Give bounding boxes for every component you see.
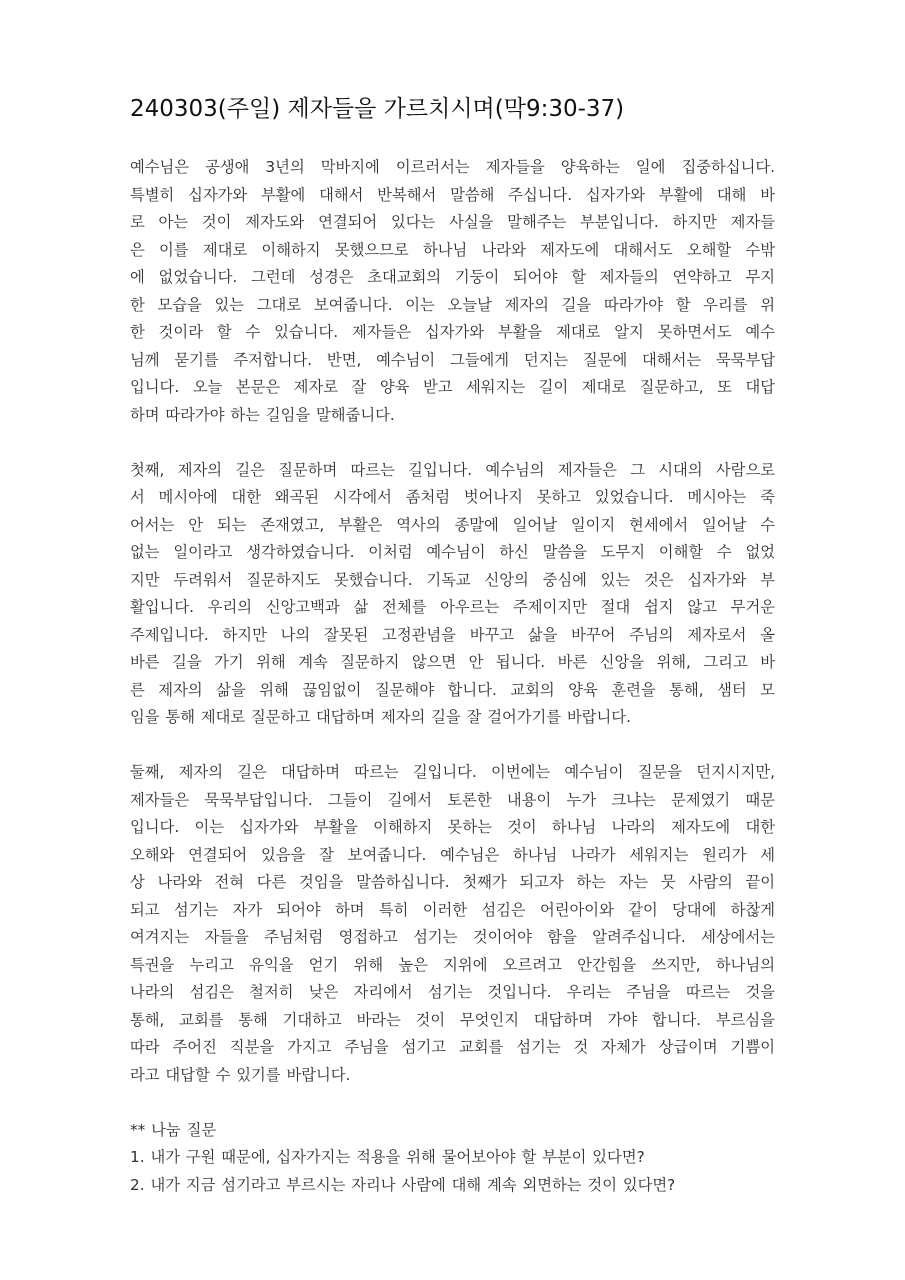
paragraph-first-point <box>130 457 775 732</box>
text-line: 은 이를 제대로 이해하지 못했으므로 하나님 나라와 제자도에 대해서도 오해할 수밖 <box>130 240 775 259</box>
text-line: 없는 일이라고 생각하였습니다. 이처럼 예수님이 하신 말씀을 도무지 이해할 수 없었 <box>130 543 775 561</box>
text-line: 오해와 연결되어 있음을 잘 보여줍니다. 예수님은 하나님 나라가 세워지는 원리가 세 <box>130 845 775 864</box>
paragraph-spacer <box>130 1089 775 1117</box>
text-line: 한 것이라 할 수 있습니다. 제자들은 십자가와 부활을 제대로 알지 못하면서도 예수 <box>130 323 775 341</box>
text-line: 바른 길을 가기 위해 계속 질문하지 않으면 안 됩니다. 바른 신앙을 위해, 그리고 바 <box>130 653 775 671</box>
document-body <box>130 154 775 1199</box>
sharing-questions <box>130 1117 775 1200</box>
text-line: 어서는 안 되는 존재였고, 부활은 역사의 종말에 일어날 일이지 현세에서 일어날 수 <box>130 515 775 534</box>
text-line: 따라 주어진 직분을 가지고 주님을 섬기고 교회를 섬기는 것 자체가 상급이며 기쁨이 <box>130 1038 775 1056</box>
text-line: 에 없었습니다. 그런데 성경은 초대교회의 기둥이 되어야 할 제자들의 연약하고 무지 <box>130 268 775 286</box>
text-line: 예수님은 공생애 3년의 막바지에 이르러서는 제자들을 양육하는 일에 집중하십니다. <box>130 158 775 176</box>
sharing-questions-heading: ** 나눔 질문 <box>130 1120 217 1139</box>
text-line: 특권을 누리고 유익을 얻기 위해 높은 지위에 오르려고 안간힘을 쓰지만, 하나님의 <box>130 955 775 974</box>
text-line: 라고 대답할 수 있기를 바랍니다. <box>130 1065 351 1084</box>
text-line: 특별히 십자가와 부활에 대해서 반복해서 말씀해 주십니다. 십자가와 부활에 대해 바 <box>130 185 775 204</box>
text-line: 입니다. 이는 십자가와 부활을 이해하지 못하는 것이 하나님 나라의 제자도에 대한 <box>130 818 775 836</box>
paragraph-spacer <box>130 429 775 457</box>
text-line: 제자들은 묵묵부답입니다. 그들이 길에서 토론한 내용이 누가 크냐는 문제였기 때문 <box>130 790 775 809</box>
paragraph-spacer <box>130 732 775 760</box>
text-line: 주제입니다. 하지만 나의 잘못된 고정관념을 바꾸고 삶을 바꾸어 주님의 제자로서 올 <box>130 625 775 644</box>
text-line: 한 모습을 있는 그대로 보여줍니다. 이는 오늘날 제자의 길을 따라가야 할 우리를 위 <box>130 295 775 314</box>
text-line: 른 제자의 삶을 위해 끊임없이 질문해야 합니다. 교회의 양육 훈련을 통해, 샘터 모 <box>130 680 775 699</box>
text-line: 첫째, 제자의 길은 질문하며 따르는 길입니다. 예수님의 제자들은 그 시대의 사람으로 <box>130 460 775 479</box>
text-line: 나라의 섬김은 철저히 낮은 자리에서 섬기는 것입니다. 우리는 주님을 따르는 것을 <box>130 983 775 1001</box>
text-line: 하며 따라가야 하는 길임을 말해줍니다. <box>130 405 395 424</box>
text-line: 상 나라와 전혀 다른 것임을 말씀하십니다. 첫째가 되고자 하는 자는 뭇 사람의 끝이 <box>130 873 775 891</box>
text-line: 되고 섬기는 자가 되어야 하며 특히 이러한 섬김은 어린아이와 같이 당대에 하찮게 <box>130 900 775 919</box>
text-line: 활입니다. 우리의 신앙고백과 삶 전체를 아우르는 주제이지만 절대 쉽지 않고 무거운 <box>130 598 775 616</box>
text-line: 둘째, 제자의 길은 대답하며 따르는 길입니다. 이번에는 예수님이 질문을 던지시지만, <box>130 763 775 781</box>
paragraph-intro <box>130 154 775 429</box>
text-line: 님께 묻기를 주저합니다. 반면, 예수님이 그들에게 던지는 질문에 대해서는 묵묵부답 <box>130 350 775 369</box>
text-line: 지만 두려워서 질문하지도 못했습니다. 기독교 신앙의 중심에 있는 것은 십자가와 부 <box>130 570 775 589</box>
text-line: 로 아는 것이 제자도와 연결되어 있다는 사실을 말해주는 부분입니다. 하지만 제자들 <box>130 213 775 231</box>
text-line: 임을 통해 제대로 질문하고 대답하며 제자의 길을 잘 걸어가기를 바랍니다. <box>130 708 631 726</box>
sharing-question-item: 1. 내가 구원 때문에, 십자가지는 적용을 위해 물어보아야 할 부분이 있다면? <box>130 1148 645 1166</box>
text-line: 여겨지는 자들을 주님처럼 영접하고 섬기는 것이어야 함을 알려주십니다. 세상에서는 <box>130 928 775 946</box>
paragraph-second-point <box>130 759 775 1089</box>
sharing-question-item: 2. 내가 지금 섬기라고 부르시는 자리나 사람에 대해 계속 외면하는 것이 있다면? <box>130 1175 676 1194</box>
text-line: 입니다. 오늘 본문은 제자로 잘 양육 받고 세워지는 길이 제대로 질문하고, 또 대답 <box>130 378 775 396</box>
document-title: 240303(주일) 제자들을 가르치시며(막9:30-37) <box>130 96 625 122</box>
text-line: 통해, 교회를 통해 기대하고 바라는 것이 무엇인지 대답하며 가야 합니다. 부르심을 <box>130 1010 775 1029</box>
text-line: 서 메시아에 대한 왜곡된 시각에서 좀처럼 벗어나지 못하고 있었습니다. 메시아는 죽 <box>130 488 775 506</box>
